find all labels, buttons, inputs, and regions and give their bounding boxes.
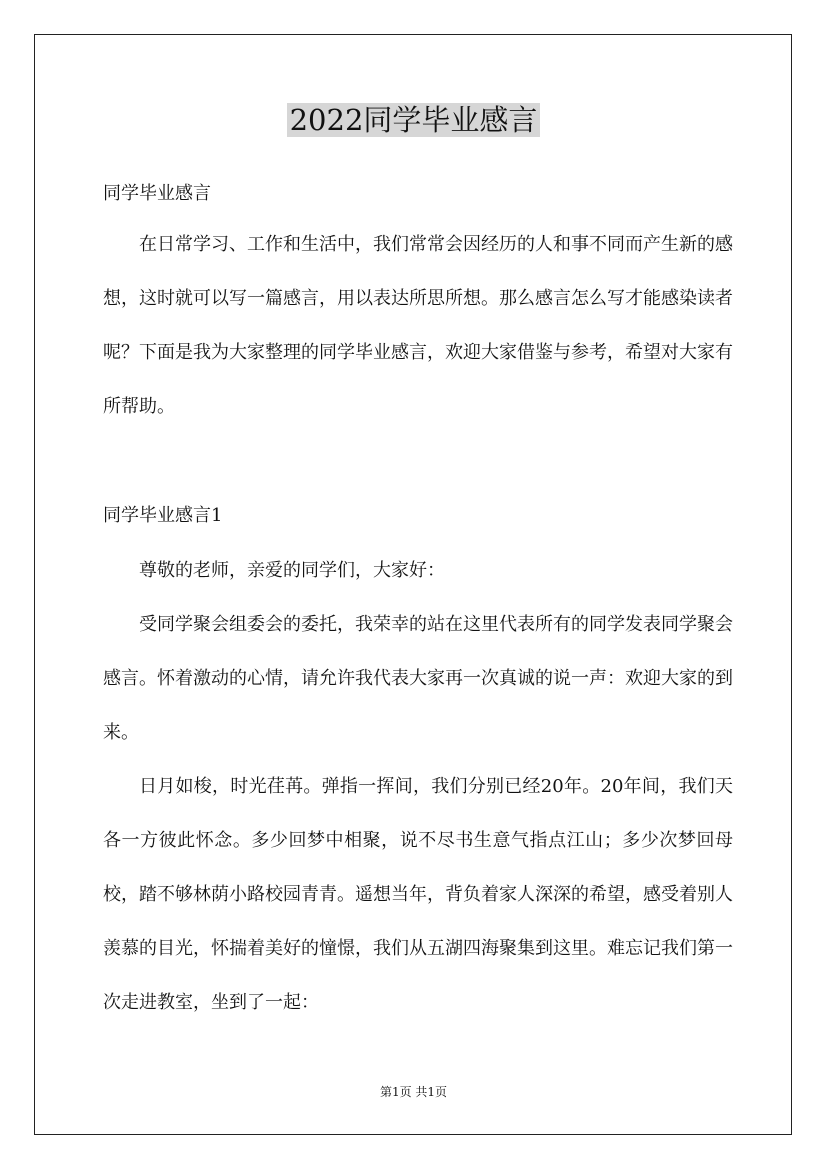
section1-paragraph-1: 尊敬的老师，亲爱的同学们，大家好： bbox=[139, 560, 445, 581]
section-spacer bbox=[103, 434, 733, 488]
intro-paragraph: 在日常学习、工作和生活中，我们常常会因经历的人和事不同而产生新的感想，这时就可以写一篇感言，用以表达所思所想。那么感言怎么写才能感染读者呢？下面是我为大家整理的同学毕业感言，欢迎大家借鉴与参考，希望对大家有所帮助。 bbox=[103, 234, 733, 417]
section1-heading: 同学毕业感言1 bbox=[103, 505, 223, 526]
section1-paragraph-2: 受同学聚会组委会的委托，我荣幸的站在这里代表所有的同学发表同学聚会感言。怀着激动的心情，请允许我代表大家再一次真诚的说一声：欢迎大家的到来。 bbox=[103, 614, 733, 743]
document-title bbox=[0, 98, 827, 142]
document-title-text: 2022同学毕业感言 bbox=[287, 103, 541, 137]
document-body bbox=[103, 170, 733, 1030]
intro-heading: 同学毕业感言 bbox=[103, 183, 211, 204]
page-footer: 第1页 共1页 bbox=[379, 1085, 448, 1099]
section1-paragraph-3: 日月如梭，时光荏苒。弹指一挥间，我们分别已经20年。20年间，我们天各一方彼此怀念。多少回梦中相聚，说不尽书生意气指点江山；多少次梦回母校，踏不够林荫小路校园青青。遥想当年，背负着家人深深的希望，感受着别人羡慕的目光，怀揣着美好的憧憬，我们从五湖四海聚集到这里。难忘记我们第一次走进教室，坐到了一起： bbox=[103, 776, 733, 1013]
